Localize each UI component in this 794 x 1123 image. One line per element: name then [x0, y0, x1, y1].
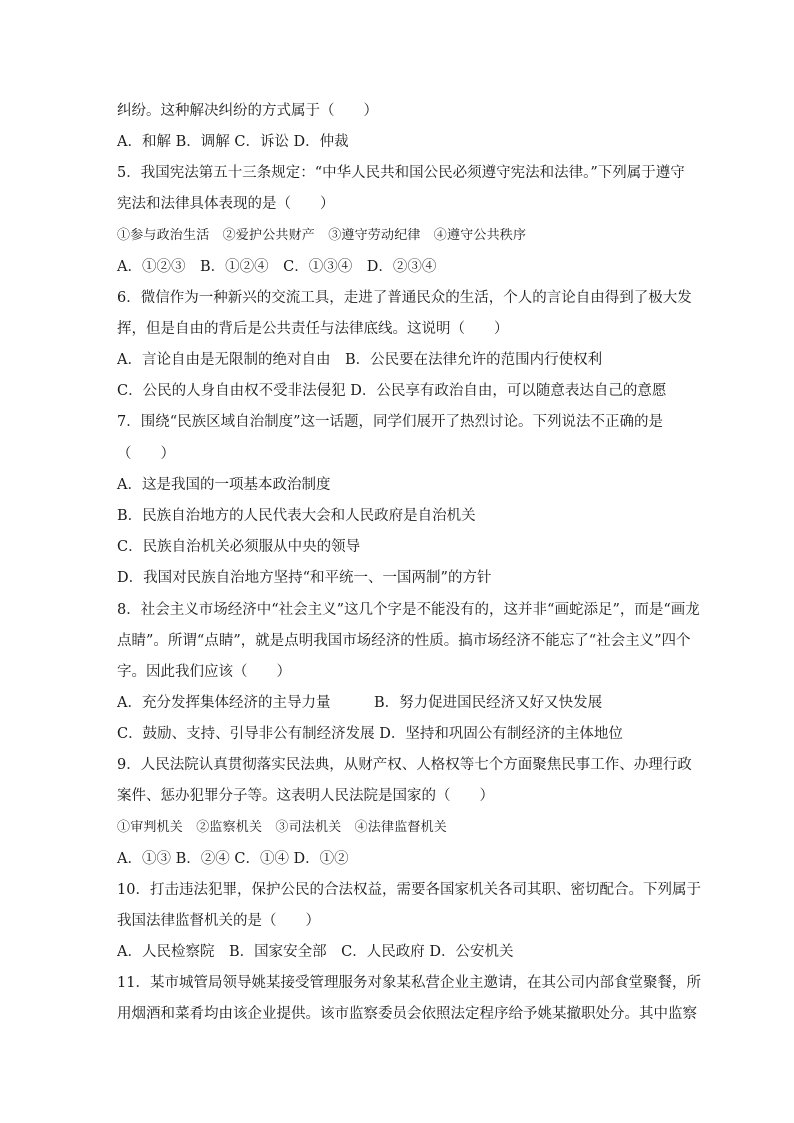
text-line: A．和解 B．调解 C．诉讼 D．仲裁: [117, 134, 349, 150]
text-line: C．民族自治机关必须服从中央的领导: [117, 539, 361, 555]
text-line: B．民族自治地方的人民代表大会和人民政府是自治机关: [117, 508, 476, 524]
text-line: 11．某市城管局领导姚某接受管理服务对象某私营企业主邀请，在其公司内部食堂聚餐，所: [117, 975, 701, 991]
text-line: 案件、惩办犯罪分子等。这表明人民法院是国家的（ ）: [117, 788, 494, 804]
text-line: （ ）: [117, 446, 175, 462]
text-line: A．①③ B．②④ C．①④ D．①②: [117, 851, 349, 867]
text-line: 用烟酒和菜肴均由该企业提供。该市监察委员会依照法定程序给予姚某撤职处分。其中监察: [117, 1006, 697, 1022]
text-line: 挥，但是自由的背后是公共责任与法律底线。这说明（ ）: [117, 321, 509, 337]
text-line: C．鼓励、支持、引导非公有制经济发展 D．坚持和巩固公有制经济的主体地位: [117, 726, 623, 742]
text-line: 字。因此我们应该（ ）: [117, 664, 291, 680]
text-line: 点睛”。所谓“点睛”，就是点明我国市场经济的性质。搞市场经济不能忘了“社会主义”四个: [117, 633, 691, 649]
text-line: 5．我国宪法第五十三条规定：“中华人民共和国公民必须遵守宪法和法律。”下列属于遵守: [117, 165, 685, 181]
text-line: 10．打击违法犯罪，保护公民的合法权益，需要各国家机关各司其职、密切配合。下列属于: [117, 882, 701, 898]
text-line: 9．人民法院认真贯彻落实民法典，从财产权、人格权等七个方面聚焦民事工作、办理行政: [117, 757, 692, 773]
text-line: C．公民的人身自由权不受非法侵犯 D．公民享有政治自由，可以随意表达自己的意愿: [117, 383, 667, 399]
text-line: A．①②③ B．①②④ C．①③④ D．②③④: [117, 259, 437, 275]
text-line: 7．围绕“民族区域自治制度”这一话题，同学们展开了热烈讨论。下列说法不正确的是: [117, 414, 664, 430]
text-line: 8．社会主义市场经济中“社会主义”这几个字是不能没有的，这并非“画蛇添足”，而是“画龙: [117, 602, 700, 618]
text-line: 6．微信作为一种新兴的交流工具，走进了普通民众的生活，个人的言论自由得到了极大发: [117, 290, 692, 306]
text-line: 纠纷。这种解决纠纷的方式属于（ ）: [117, 103, 378, 119]
text-line: 宪法和法律具体表现的是（ ）: [117, 196, 335, 212]
text-line: A．这是我国的一项基本政治制度: [117, 477, 331, 493]
text-line: ①审判机关 ②监察机关 ③司法机关 ④法律监督机关: [117, 820, 448, 835]
text-line: ①参与政治生活 ②爱护公共财产 ③遵守劳动纪律 ④遵守公共秩序: [117, 228, 527, 243]
text-line: A．言论自由是无限制的绝对自由 B．公民要在法律允许的范围内行使权利: [117, 352, 603, 368]
text-line: A．充分发挥集体经济的主导力量 B．努力促进国民经济又好又快发展: [117, 695, 603, 711]
text-line: A．人民检察院 B．国家安全部 C．人民政府 D．公安机关: [117, 944, 514, 960]
text-line: 我国法律监督机关的是（ ）: [117, 913, 320, 929]
text-line: D．我国对民族自治地方坚持“和平统一、一国两制”的方针: [117, 570, 492, 586]
